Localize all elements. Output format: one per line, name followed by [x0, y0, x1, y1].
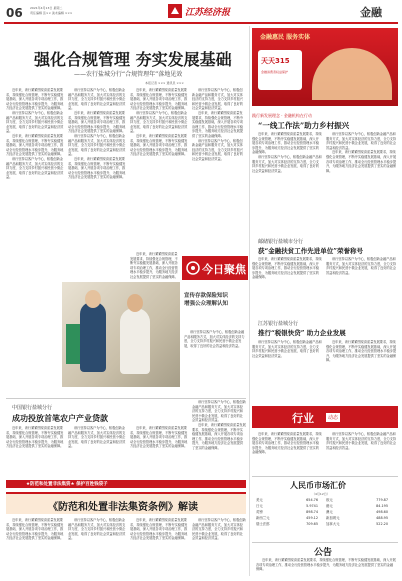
rate-row — [326, 522, 392, 526]
bottom-left-rule — [6, 398, 246, 399]
notice-rule — [252, 542, 398, 543]
focus-icon — [185, 260, 201, 276]
photo-caption: 宣传存款保险知识 增强公众理解认知 — [184, 293, 229, 307]
jinri-label: 今日聚焦 — [202, 263, 246, 276]
regulation-col-1: 近年来，该行紧紧围绕高质量发展要求，持续强化合规管理，不断夯实稳健发展基础，深入开展各项专项治理工作，推动全行经营管理水平稳步提升，为服务地方经济社会发展提供了坚实的金融保障。 — [6, 518, 64, 541]
right-article3-kicker: 江苏银行盐城分行 — [258, 321, 299, 327]
photo-person-1 — [80, 302, 106, 372]
photo-person-2 — [120, 308, 150, 374]
right-article1-col-1: 近年来，该行紧紧围绕高质量发展要求，持续强化合规管理，不断夯实稳健发展基础，深入开展各项专项治理工作，推动全行经营管理水平稳步提升，为服务地方经济社会发展提供了坚实的金融保障。 该行坚持以客户为中心，积极创新金融产品和服务方式，加大对实体经济的支持力度，全力支持乡村振兴和民营小微企业发展，取得了良好的社会效益和经济效益。 — [252, 132, 322, 173]
rate-currency: 英镑 — [256, 510, 263, 514]
regulation-col-4: 该行坚持以客户为中心，积极创新金融产品和服务方式，加大对实体经济的支持力度，全力支持乡村振兴和民营小微企业发展，取得了良好的社会效益和经济效益。 — [192, 518, 246, 541]
rate-value: 459.12 — [306, 516, 318, 520]
ad-brand: 天天315 — [261, 57, 290, 65]
jinri-text-col-1: 近年来，该行紧紧围绕高质量发展要求，持续强化合规管理，不断夯实稳健发展基础，深入开展各项专项治理工作，推动全行经营管理水平稳步提升，为服务地方经济社会发展提供了坚实的金融保障。 — [130, 252, 178, 279]
ad-315-badge — [258, 50, 302, 90]
right-article2-col-2: 该行坚持以客户为中心，积极创新金融产品和服务方式，加大对实体经济的支持力度，全力支持乡村振兴和民营小微企业发展，取得了良好的社会效益和经济效益。 — [326, 257, 397, 275]
top-ad — [252, 28, 398, 106]
rates-table — [256, 498, 396, 538]
market-rule — [252, 476, 398, 477]
rate-currency: 新加坡元 — [326, 516, 340, 520]
rate-currency: 加拿大元 — [326, 522, 340, 526]
rate-value: 779.87 — [376, 498, 388, 502]
illegal-fundraising-strip — [6, 480, 246, 488]
rate-value: 498.60 — [376, 510, 388, 514]
hangye-badge: 动态 — [328, 415, 339, 421]
bottom-left-col-2: 该行坚持以客户为中心，积极创新金融产品和服务方式，加大对实体经济的支持力度，全力支持乡村振兴和民营小微企业发展，取得了良好的社会效益和经济效益。 — [68, 426, 126, 449]
ad-figure — [312, 48, 392, 100]
rate-value: 898.74 — [306, 510, 318, 514]
section-label: 金融 — [360, 6, 382, 19]
strip-text: ★防范和处置非法集资★ 保护百姓钱袋子 — [26, 482, 108, 487]
rate-currency: 欧元 — [326, 498, 333, 502]
bottom-left-col-3: 近年来，该行紧紧围绕高质量发展要求，持续强化合规管理，不断夯实稳健发展基础，深入开展各项专项治理工作，推动全行经营管理水平稳步提升，为服务地方经济社会发展提供了坚实的金融保障。 — [130, 426, 188, 449]
right-article2-title: 获“金融扶贫工作先进单位”荣誉称号 — [258, 247, 363, 255]
hangye-col-1: 近年来，该行紧紧围绕高质量发展要求，持续强化合规管理，不断夯实稳健发展基础，深入开展各项专项治理工作，推动全行经营管理水平稳步提升，为服务地方经济社会发展提供了坚实的金融保障。 — [252, 432, 322, 455]
notice-title: 公告 — [314, 548, 333, 558]
rate-value: 5.9741 — [306, 504, 318, 508]
rate-currency: 澳元 — [326, 510, 333, 514]
right-article1-col-2: 该行坚持以客户为中心，积极创新金融产品和服务方式，加大对实体经济的支持力度，全力支持乡村振兴和民营小微企业发展，取得了良好的社会效益和经济效益。 近年来，该行紧紧围绕高质量发展要求，持续强化合规管理，不断夯实稳健发展基础，深入开展各项专项治理工作，推动全行经营管理水平稳步提升，为服务地方经济社会发展提供了坚实的金融保障。 — [326, 132, 397, 173]
right-article3-col-1: 该行坚持以客户为中心，积极创新金融产品和服务方式，加大对实体经济的支持力度，全力支持乡村振兴和民营小微企业发展，取得了良好的社会效益和经济效益。 — [252, 340, 322, 358]
rate-row — [256, 510, 322, 514]
photo-side-text: 该行坚持以客户为中心，积极创新金融产品和服务方式，加大对实体经济的支持力度，全力支持乡村振兴和民营小微企业发展，取得了良好的社会效益和经济效益。 — [184, 330, 245, 348]
photo-person-1-head — [85, 290, 101, 308]
paper-logo — [166, 2, 236, 22]
market-date: （4月12日） — [312, 492, 330, 496]
right-article3-title: 推行“税银快贷” 助力企业发展 — [258, 329, 346, 337]
bottom-left-kicker: 中国银行盐城分行 — [12, 405, 53, 411]
rate-currency: 日元 — [256, 504, 263, 508]
rate-value: 488.95 — [376, 516, 388, 520]
bottom-left-title: 成功投放首笔农户产业贷款 — [12, 413, 108, 423]
rate-currency: 瑞士法郎 — [256, 522, 270, 526]
rate-row — [256, 504, 322, 508]
rate-currency: 新西兰元 — [256, 516, 270, 520]
series-label: 践行新发展理念 · 金融机构在行动 — [252, 113, 312, 118]
regulation-title: 《防范和处置非法集资条例》解读 — [48, 502, 198, 513]
jinri-banner — [182, 256, 248, 280]
rate-value: 522.20 — [376, 522, 388, 526]
lead-col-3: 近年来，该行紧紧围绕高质量发展要求，持续强化合规管理，不断夯实稳健发展基础，深入开展各项专项治理工作，推动全行经营管理水平稳步提升，为服务地方经济社会发展提供了坚实的金融保障。 该行坚持以客户为中心，积极创新金融产品和服务方式，加大对实体经济的支持力度，全力支持乡村振兴和民营小微企业发展，取得了良好的社会效益和经济效益。 近年来，该行紧紧围绕高质量发展要求，持续强化合规管理，不断夯实稳健发展基础，深入开展各项专项治理工作，推动全行经营管理水平稳步提升，为服务地方经济社会发展提供了坚实的金融保障。 — [130, 88, 188, 157]
rate-row — [256, 498, 322, 502]
masthead-rule — [4, 22, 398, 24]
bottom-left-col-1: 近年来，该行紧紧围绕高质量发展要求，持续强化合规管理，不断夯实稳健发展基础，深入开展各项专项治理工作，推动全行经营管理水平稳步提升，为服务地方经济社会发展提供了坚实的金融保障。 — [6, 426, 64, 449]
regulation-col-2: 该行坚持以客户为中心，积极创新金融产品和服务方式，加大对实体经济的支持力度，全力支持乡村振兴和民营小微企业发展，取得了良好的社会效益和经济效益。 — [68, 518, 126, 541]
regulation-banner — [6, 492, 246, 514]
lead-subtitle: ——农行盐城分行“合规管理年”落地见效 — [74, 71, 183, 78]
lead-col-4: 该行坚持以客户为中心，积极创新金融产品和服务方式，加大对实体经济的支持力度，全力支持乡村振兴和民营小微企业发展，取得了良好的社会效益和经济效益。 近年来，该行紧紧围绕高质量发展要求，持续强化合规管理，不断夯实稳健发展基础，深入开展各项专项治理工作，推动全行经营管理水平稳步提升，为服务地方经济社会发展提供了坚实的金融保障。 该行坚持以客户为中心，积极创新金融产品和服务方式，加大对实体经济的支持力度，全力支持乡村振兴和民营小微企业发展，取得了良好的社会效益和经济效益。 — [192, 88, 243, 161]
rate-currency: 港元 — [326, 504, 333, 508]
hangye-col-2: 该行坚持以客户为中心，积极创新金融产品和服务方式，加大对实体经济的支持力度，全力支持乡村振兴和民营小微企业发展，取得了良好的社会效益和经济效益。 — [326, 432, 397, 450]
rate-row — [256, 516, 322, 520]
rate-value: 84.195 — [376, 504, 388, 508]
rate-row — [326, 510, 392, 514]
hangye-label: 行业 — [292, 412, 314, 425]
date-line: 2021年4月13日 星期二 — [30, 6, 63, 10]
lead-col-2: 该行坚持以客户为中心，积极创新金融产品和服务方式，加大对实体经济的支持力度，全力支持乡村振兴和民营小微企业发展，取得了良好的社会效益和经济效益。 近年来，该行紧紧围绕高质量发展要求，持续强化合规管理，不断夯实稳健发展基础，深入开展各项专项治理工作，推动全行经营管理水平稳步提升，为服务地方经济社会发展提供了坚实的金融保障。 该行坚持以客户为中心，积极创新金融产品和服务方式，加大对实体经济的支持力度，全力支持乡村振兴和民营小微企业发展，取得了良好的社会效益和经济效益。 近年来，该行紧紧围绕高质量发展要求，持续强化合规管理，不断夯实稳健发展基础，深入开展各项专项治理工作，推动全行经营管理水平稳步提升，为服务地方经济社会发展提供了坚实的金融保障。 — [68, 88, 126, 180]
right-article2-col-1: 近年来，该行紧紧围绕高质量发展要求，持续强化合规管理，不断夯实稳健发展基础，深入开展各项专项治理工作，推动全行经营管理水平稳步提升，为服务地方经济社会发展提供了坚实的金融保障。 — [252, 257, 322, 280]
rate-row — [326, 516, 392, 520]
column-divider — [249, 26, 250, 576]
right-article1-title: “一线工作法”助力乡村振兴 — [258, 121, 350, 130]
lead-byline: 本报记者 ××× 通讯员 ××× — [145, 81, 184, 85]
notice-text: 近年来，该行紧紧围绕高质量发展要求，持续强化合规管理，不断夯实稳健发展基础，深入开展各项专项治理工作，推动全行经营管理水平稳步提升，为服务地方经济社会发展提供了坚实的金融保障。 — [256, 558, 396, 572]
rate-value: 654.76 — [306, 498, 318, 502]
rate-row — [326, 498, 392, 502]
rate-row — [256, 522, 322, 526]
rate-row — [326, 504, 392, 508]
paper-name: 江苏经济报 — [185, 8, 231, 18]
photo-person-2-head — [127, 294, 143, 312]
ad-sub: 金融消费者权益保护 — [261, 70, 289, 74]
right-article2-kicker: 邮储银行盐城市分行 — [258, 239, 304, 245]
editor-line: 责任编辑 张×× 美术编辑 ××× — [30, 11, 73, 15]
page-number: 06 — [6, 6, 23, 20]
regulation-col-3: 近年来，该行紧紧围绕高质量发展要求，持续强化合规管理，不断夯实稳健发展基础，深入开展各项专项治理工作，推动全行经营管理水平稳步提升，为服务地方经济社会发展提供了坚实的金融保障。 — [130, 518, 188, 541]
rate-currency: 美元 — [256, 498, 263, 502]
lead-col-1: 近年来，该行紧紧围绕高质量发展要求，持续强化合规管理，不断夯实稳健发展基础，深入开展各项专项治理工作，推动全行经营管理水平稳步提升，为服务地方经济社会发展提供了坚实的金融保障。 该行坚持以客户为中心，积极创新金融产品和服务方式，加大对实体经济的支持力度，全力支持乡村振兴和民营小微企业发展，取得了良好的社会效益和经济效益。 近年来，该行紧紧围绕高质量发展要求，持续强化合规管理，不断夯实稳健发展基础，深入开展各项专项治理工作，推动全行经营管理水平稳步提升，为服务地方经济社会发展提供了坚实的金融保障。 该行坚持以客户为中心，积极创新金融产品和服务方式，加大对实体经济的支持力度，全力支持乡村振兴和民营小微企业发展，取得了良好的社会效益和经济效益。 — [6, 88, 64, 180]
market-title: 人民币市场汇价 — [290, 480, 346, 490]
main-photo — [62, 282, 180, 387]
bottom-left-col-4: 该行坚持以客户为中心，积极创新金融产品和服务方式，加大对实体经济的支持力度，全力支持乡村振兴和民营小微企业发展，取得了良好的社会效益和经济效益。 近年来，该行紧紧围绕高质量发展要求，持续强化合规管理，不断夯实稳健发展基础，深入开展各项专项治理工作，推动全行经营管理水平稳步提升，为服务地方经济社会发展提供了坚实的金融保障。 — [192, 400, 246, 450]
hangye-banner — [252, 406, 398, 428]
lead-title: 强化合规管理 夯实发展基础 — [34, 50, 232, 69]
ad-banner-text: 金融惠民 服务实体 — [260, 34, 311, 41]
right-article3-col-2: 近年来，该行紧紧围绕高质量发展要求，持续强化合规管理，不断夯实稳健发展基础，深入开展各项专项治理工作，推动全行经营管理水平稳步提升，为服务地方经济社会发展提供了坚实的金融保障。 — [326, 340, 397, 363]
photo-sign — [66, 324, 80, 364]
rate-value: 709.65 — [306, 522, 318, 526]
